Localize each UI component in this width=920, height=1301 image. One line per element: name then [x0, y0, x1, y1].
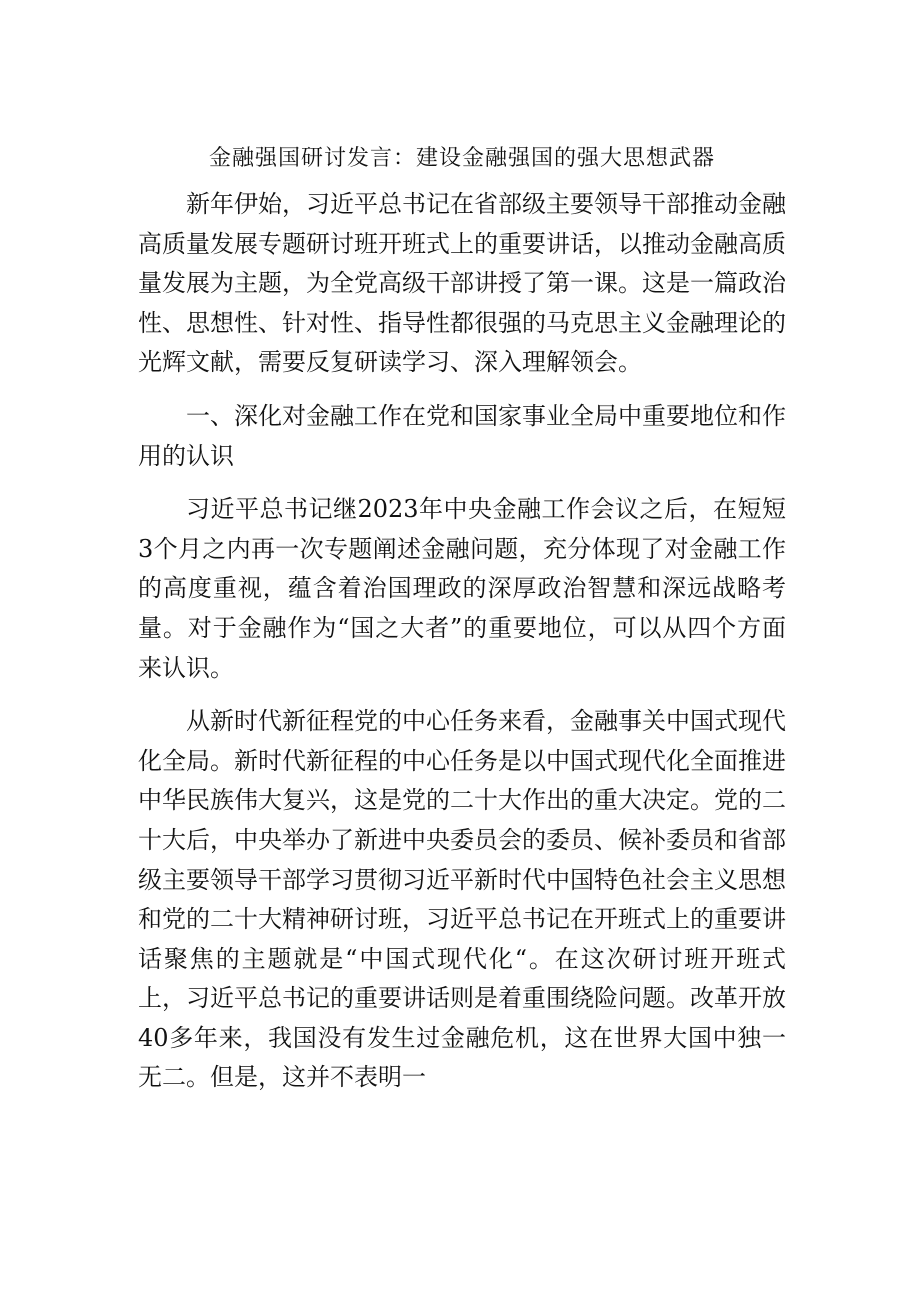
section-heading: 一、深化对金融工作在党和国家事业全局中重要地位和作用的认识: [138, 401, 786, 470]
paragraph-body: 习近平总书记继2023年中央金融工作会议之后，在短短3个月之内再一次专题阐述金融问题，充分体现了对金融工作的高度重视，蕴含着治国理政的深厚政治智慧和深远战略考量。对于金融作为“国之大者”的重要地位，可以从四个方面来认识。: [138, 495, 786, 682]
paragraph-intro: 新年伊始，习近平总书记在省部级主要领导干部推动金融高质量发展专题研讨班开班式上的重要讲话，以推动金融高质量发展为主题，为全党高级干部讲授了第一课。这是一篇政治性、思想性、针对性、指导性都很强的马克思主义金融理论的光辉文献，需要反复研读学习、深入理解领会。: [138, 190, 786, 377]
document-body: [138, 130, 786, 1098]
paragraph-body: 从新时代新征程党的中心任务来看，金融事关中国式现代化全局。新时代新征程的中心任务是以中国式现代化全面推进中华民族伟大复兴，这是党的二十大作出的重大决定。党的二十大后，中央举办了新进中央委员会的委员、候补委员和省部级主要领导干部学习贯彻习近平新时代中国特色社会主义思想和党的二十大精神研讨班，习近平总书记在开班式上的重要讲话聚焦的主题就是“中国式现代化“。在这次研讨班开班式上，习近平总书记的重要讲话则是着重围绕险问题。改革开放40多年来，我国没有发生过金融危机，这在世界大国中独一无二。但是，这并不表明一: [138, 707, 786, 1092]
document-title: 金融强国研讨发言：建设金融强国的强大思想武器: [208, 146, 715, 171]
